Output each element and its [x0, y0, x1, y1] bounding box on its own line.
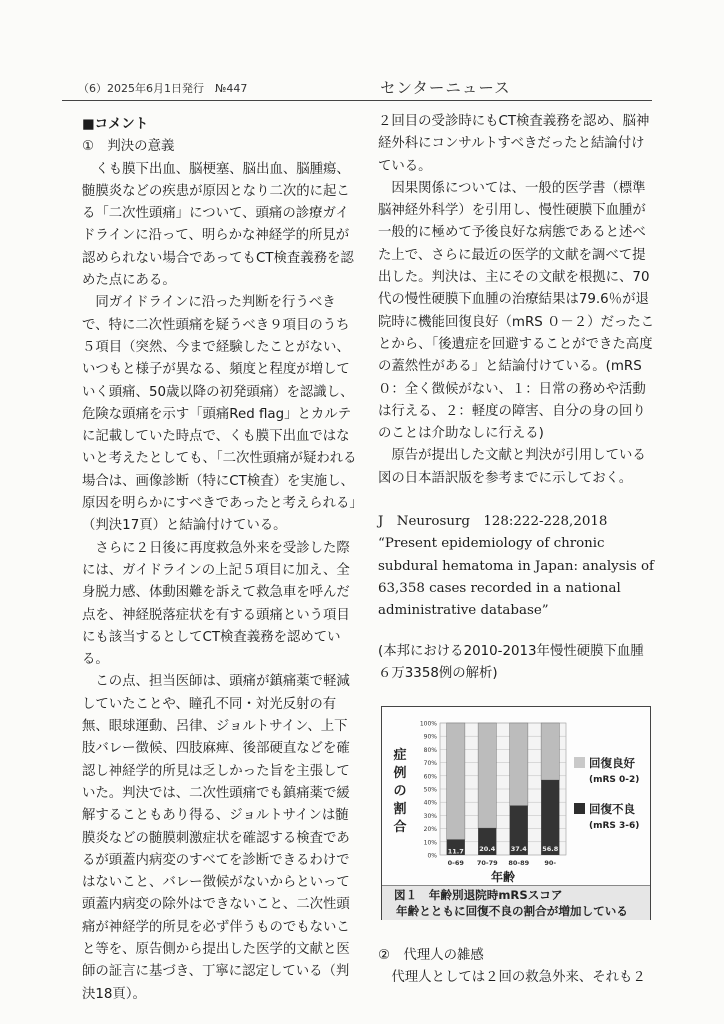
bar-poor-90- — [541, 780, 559, 855]
citation-title: “Present epidemiology of chronic subdural hematoma in Japan: analysis of 63,358 cases recorded in a national administrative database” — [378, 536, 654, 619]
bar-good-70-79 — [478, 723, 496, 828]
comment-heading: ■コメント — [82, 117, 149, 132]
data-label: 11.7 — [447, 847, 464, 856]
legend-label-poor: 回復不良 — [589, 802, 635, 816]
y-axis-title-char: 症 — [393, 748, 407, 763]
chart-area — [382, 707, 650, 885]
paragraph: さらに２日後に再度救急外来を受診した際には、ガイドラインの上記５項目に加え、全身脱力感、体動困難を訴えて救急車を呼んだ点を、神経脱落症状を有する頭痛という項目にも該当するとしてCT検査義務を認めている。 — [82, 540, 350, 668]
paragraph: 代理人としては２回の救急外来、それも２ — [391, 970, 646, 986]
caption-line-1: 図１ 年齢別退院時mRSスコア — [394, 888, 563, 902]
y-tick-label: 50% — [423, 786, 437, 794]
page-meta: （6）2025年6月1日発行 №447 — [78, 82, 248, 95]
x-tick-label: 70-79 — [476, 859, 498, 867]
y-tick-label: 30% — [423, 812, 437, 820]
y-axis-title-char: の — [393, 784, 407, 799]
paragraph: 原告が提出した文献と判決が引用している図の日本語訳版を参考までに示しておく。 — [378, 448, 646, 486]
left-column — [82, 114, 358, 1006]
x-tick-label: 0-69 — [447, 859, 464, 867]
data-label: 20.4 — [479, 845, 496, 853]
x-tick-label: 80-89 — [508, 859, 530, 867]
data-label: 56.8 — [542, 845, 559, 853]
legend-swatch-poor — [574, 803, 585, 814]
paragraph: 同ガイドラインに沿った判断を行うべきで、特に二次性頭痛を疑うべき９項目のうち５項目（突然、今まで経験したことがない、いつもと様子が異なる、頻度と程度が増していく頭痛、50歳以降の初発頭痛）を認識し、危険な頭痛を示す「頭痛Red flag」とカルテに記載していた時点で、くも膜下出血ではないと考えたとしても、「二次性頭痛が疑われる場合は、画像診断（特にCT検査）を実施し、原因を明らかにすべきであったと考えられる」（判決17頁）と結論付けている。 — [82, 295, 357, 534]
paragraph: ２回目の受診時にもCT検査義務を認め、脳神経外科にコンサルトすべきだったと結論付けている。 — [378, 114, 650, 174]
page-header — [62, 78, 652, 101]
y-tick-label: 90% — [423, 733, 437, 741]
y-tick-label: 20% — [423, 826, 437, 834]
paragraph: くも膜下出血、脳梗塞、脳出血、脳腫瘍、髄膜炎などの疾患が原因となり二次的に起こる「二次性頭痛」について、頭痛の診療ガイドラインに沿って、明らかな神経学的所見が認められない場合であってもCT検査義務を認めた点にある。 — [82, 161, 354, 289]
y-tick-label: 10% — [423, 839, 437, 847]
section-1-heading: ① 判決の意義 — [82, 139, 175, 155]
bar-good-0-69 — [447, 723, 465, 840]
y-tick-label: 40% — [423, 799, 437, 807]
spacer — [378, 623, 656, 641]
section-2-heading: ② 代理人の雑感 — [378, 948, 484, 963]
legend-label-good: 回復良好 — [589, 756, 635, 770]
bar-good-80-89 — [510, 723, 528, 806]
y-axis-title-char: 割 — [393, 802, 407, 817]
legend-sub-good: (mRS 0-2) — [589, 775, 640, 785]
y-tick-label: 60% — [423, 773, 437, 781]
paragraph: この点、担当医師は、頭痛が鎮痛薬で軽減していたことや、瞳孔不同・対光反射の有無、眼球運動、呂律、ジョルトサイン、上下肢バレー徴候、四肢麻痺、後部硬直などを確認し神経学的所見は乏しかった旨を主張していた。判決では、二次性頭痛でも鎮痛薬で緩解することもあり得る、ジョルトサインは髄膜炎などの髄膜刺激症状を確認する検査であるが頭蓋内病変のすべてを診断できるわけではないこと、バレー徴候がないからといって頭蓋内病変の除外はできないこと、二次性頭痛が神経学的所見を必ず伴うものでもないこと等を、原告側から提出した医学的文献と医師の証言に基づき、丁寧に認定している（判決18頁）。 — [82, 674, 350, 1002]
y-axis-title-char: 例 — [393, 766, 407, 781]
figure-mrs-by-age — [381, 706, 651, 920]
data-label: 37.4 — [510, 845, 527, 853]
bar-good-90- — [541, 723, 559, 780]
paragraph: 因果関係については、一般的医学書（標準脳神経外科学）を引用し、慢性硬膜下血腫が一般的に極めて予後良好な病態であると述べた上で、さらに最近の医学的文献を調べて提出した。判決は、主にその文献を根拠に、70代の慢性硬膜下血腫の治療結果は79.6％が退院時に機能回復良好（mRS ０－２）だったことから、「後遺症を回避することができた高度の蓋然性がある」と結論付けている。(mRS ０：全く徴候がない、１：日常の務めや活動は行える、２：軽度の障害、自分の身の回りのことは介助なしに行える) — [378, 180, 655, 442]
y-tick-label: 0% — [427, 852, 437, 860]
spacer — [378, 490, 656, 511]
y-tick-label: 70% — [423, 760, 437, 768]
y-tick-label: 100% — [419, 720, 437, 728]
x-axis-title: 年齢 — [490, 870, 516, 884]
y-tick-label: 80% — [423, 746, 437, 754]
newsletter-title: センターニュース — [380, 79, 511, 97]
legend-sub-poor: (mRS 3-6) — [589, 821, 640, 831]
caption-line-2: 年齢とともに回復不良の割合が増加している — [396, 904, 628, 918]
y-axis-title-char: 合 — [393, 820, 407, 835]
stacked-bar-chart — [382, 707, 650, 885]
x-tick-label: 90- — [544, 859, 557, 867]
right-column — [378, 111, 656, 685]
figure-caption — [382, 885, 650, 920]
translation-note: (本邦における2010-2013年慢性硬膜下血腫６万3358例の解析) — [378, 643, 644, 681]
legend-swatch-good — [574, 757, 585, 768]
citation-journal: J Neurosurg 128:222-228,2018 — [378, 514, 608, 530]
right-column-bottom — [378, 945, 656, 990]
